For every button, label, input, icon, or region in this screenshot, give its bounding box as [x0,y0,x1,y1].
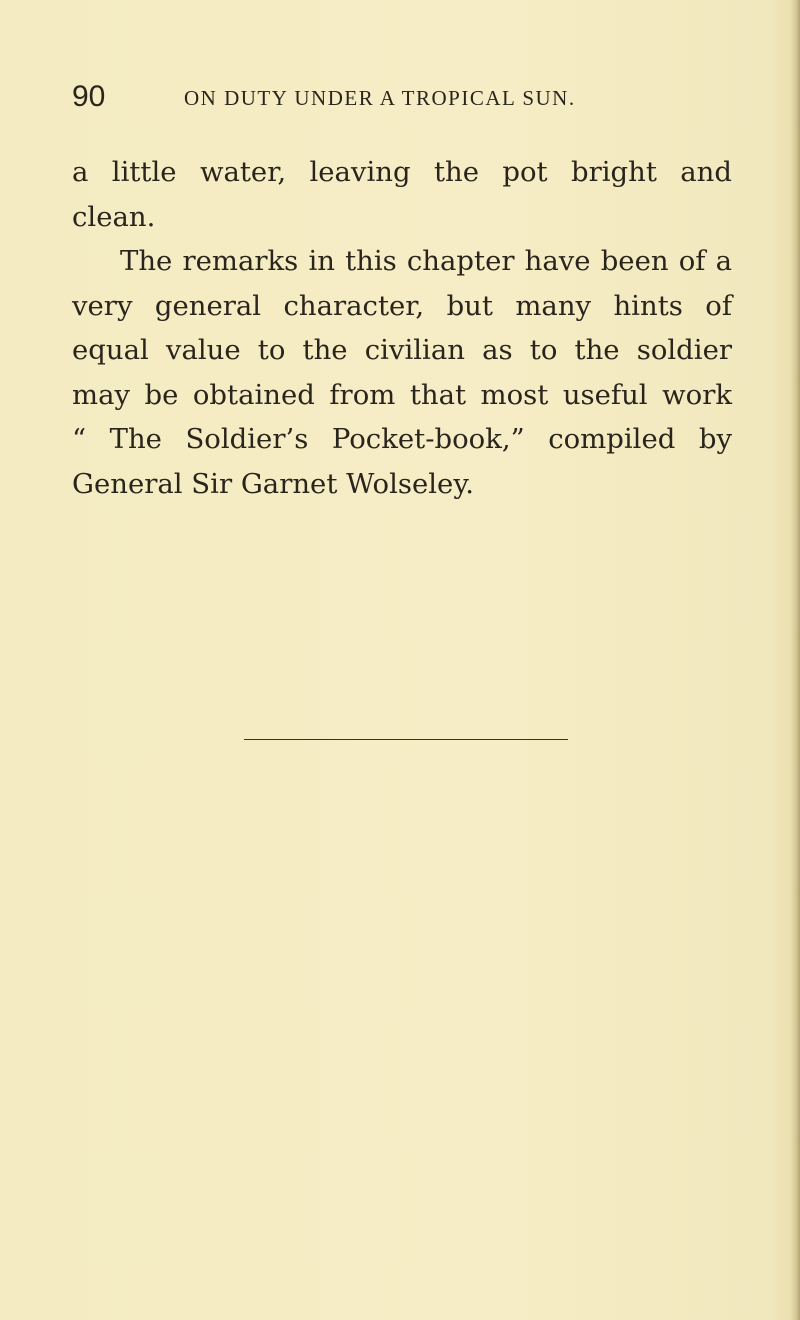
section-divider [244,739,568,740]
body-text [72,150,732,506]
text-line: may be obtained from that most useful work [72,378,732,411]
page-number: 90 [72,80,106,113]
text-line: clean. [72,200,156,233]
text-line: “ The Soldier’s Pocket-book,” compiled by [72,423,732,455]
running-title: ON DUTY UNDER A TROPICAL SUN. [184,86,576,110]
text-line: a little water, leaving the pot bright and [72,156,732,188]
running-head [72,80,732,114]
text-line: General Sir Garnet Wolseley. [72,467,474,500]
text-line: very general character, but many hints of [72,289,732,322]
page-edge-shadow [790,0,800,1320]
text-line: The remarks in this chapter have been of a [120,245,732,277]
text-line: equal value to the civilian as to the soldier [72,334,732,366]
